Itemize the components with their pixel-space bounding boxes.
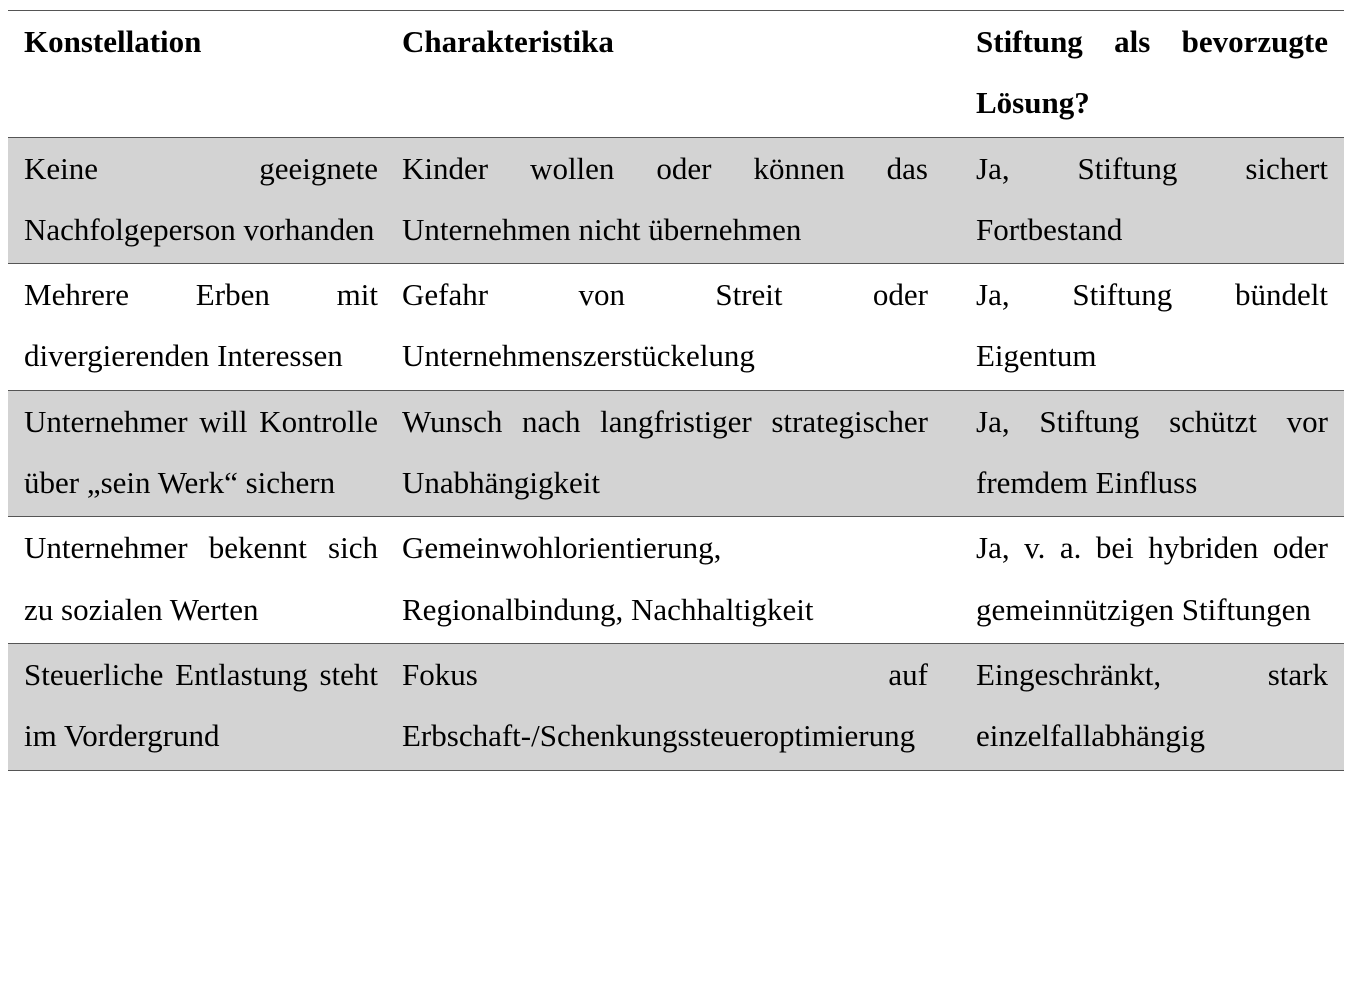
cell-konstellation: Unternehmer bekennt sich zu sozialen Werten	[24, 530, 378, 627]
cell-loesung: Eingeschränkt, stark einzelfallabhängig	[944, 643, 1344, 770]
header-loesung: Stiftung als bevorzugte Lösung?	[976, 24, 1328, 121]
cell-charakteristika: Kinder wollen oder können das Unternehmen nicht übernehmen	[378, 137, 944, 264]
header-charakteristika: Charakteristika	[402, 24, 614, 59]
comparison-table	[8, 10, 1344, 771]
cell-loesung: Ja, v. a. bei hybriden oder gemeinnützigen Stiftungen	[976, 530, 1328, 627]
table-header-row	[8, 11, 1344, 138]
cell-konstellation: Unternehmer will Kontrolle über „sein Werk“ sichern	[8, 390, 378, 517]
cell-konstellation: Steuerliche Entlastung steht im Vordergrund	[8, 643, 378, 770]
cell-loesung: Ja, Stiftung sichert Fortbestand	[944, 137, 1344, 264]
cell-charakteristika: Fokus auf Erbschaft-/Schenkungssteueroptimierung	[378, 643, 944, 770]
cell-charakteristika: Gefahr von Streit oder Unternehmenszerstückelung	[402, 277, 928, 374]
table-row	[8, 517, 1344, 644]
table-row	[8, 643, 1344, 770]
cell-konstellation: Keine geeignete Nachfolgeperson vorhanden	[8, 137, 378, 264]
table-row	[8, 390, 1344, 517]
table-row	[8, 137, 1344, 264]
cell-konstellation: Mehrere Erben mit divergierenden Interessen	[24, 277, 378, 374]
cell-loesung: Ja, Stiftung schützt vor fremdem Einfluss	[944, 390, 1344, 517]
cell-charakteristika: Wunsch nach langfristiger strategischer Unabhängigkeit	[378, 390, 944, 517]
cell-charakteristika: Gemeinwohlorientierung, Regionalbindung, Nachhaltigkeit	[402, 530, 814, 627]
table-row	[8, 264, 1344, 391]
header-konstellation: Konstellation	[24, 24, 202, 59]
cell-loesung: Ja, Stiftung bündelt Eigentum	[976, 277, 1328, 374]
